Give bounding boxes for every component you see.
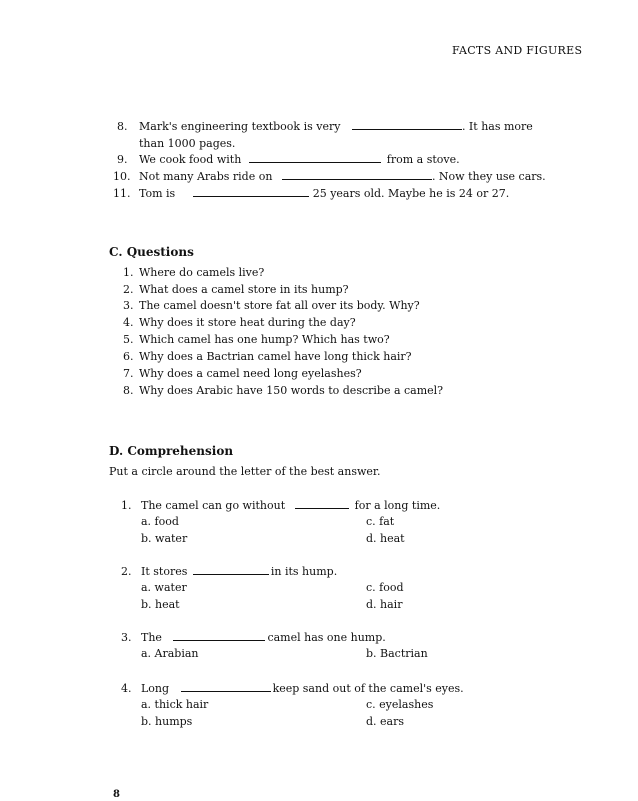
- choice-c[interactable]: c. eyelashes: [366, 698, 434, 711]
- question-number: 6.: [123, 350, 134, 363]
- choice-b[interactable]: b. water: [141, 532, 188, 545]
- sentence-start: We cook food with: [139, 153, 242, 166]
- question-text: Why does it store heat during the day?: [139, 316, 356, 329]
- answer-blank: [193, 564, 269, 575]
- choice-a[interactable]: a. food: [141, 515, 179, 528]
- question-number: 8.: [123, 384, 134, 397]
- question-number: 4.: [123, 316, 134, 329]
- sentence-start: Tom is: [139, 187, 176, 200]
- choice-a[interactable]: a. water: [141, 581, 187, 594]
- answer-blank: [173, 630, 265, 641]
- sentence-end: . It has more: [461, 120, 533, 133]
- sentence-start: Not many Arabs ride on: [139, 170, 273, 183]
- question-number: 1.: [123, 266, 134, 279]
- fill-in-item-8-continued: than 1000 pages.: [139, 137, 236, 150]
- question-1: [123, 266, 264, 279]
- section-heading-questions: C. Questions: [109, 245, 194, 259]
- sentence-end: 25 years old. Maybe he is 24 or 27.: [312, 187, 510, 200]
- comprehension-item-3: [121, 630, 386, 644]
- choice-b[interactable]: b. humps: [141, 715, 193, 728]
- question-8: [123, 384, 443, 397]
- item-stem-end: keep sand out of the camel's eyes.: [272, 682, 464, 695]
- fill-in-item-10: [113, 169, 546, 183]
- comprehension-item-1: [121, 498, 440, 512]
- section-heading-comprehension: D. Comprehension: [109, 444, 234, 458]
- answer-blank: [352, 119, 462, 130]
- question-number: 5.: [123, 333, 134, 346]
- question-6: [123, 350, 412, 363]
- question-text: Why does a camel need long eyelashes?: [139, 367, 362, 380]
- question-number: 2.: [123, 283, 134, 296]
- item-stem-start: The: [141, 631, 162, 644]
- comprehension-item-4: [121, 681, 464, 695]
- item-stem-end: for a long time.: [354, 499, 441, 512]
- question-4: [123, 316, 356, 329]
- choice-d[interactable]: d. heat: [366, 532, 405, 545]
- choice-a[interactable]: a. Arabian: [141, 647, 199, 660]
- item-stem-start: It stores: [141, 565, 188, 578]
- question-text: What does a camel store in its hump?: [139, 283, 349, 296]
- choice-b[interactable]: b. Bactrian: [366, 647, 428, 660]
- answer-blank: [181, 681, 271, 692]
- fill-in-item-11: [113, 186, 509, 200]
- comprehension-instruction: Put a circle around the letter of the best answer.: [109, 465, 381, 478]
- answer-blank: [282, 169, 432, 180]
- question-2: [123, 283, 349, 296]
- sentence-end: from a stove.: [386, 153, 460, 166]
- question-5: [123, 333, 390, 346]
- item-number: 10.: [113, 170, 131, 183]
- item-stem-start: The camel can go without: [141, 499, 286, 512]
- item-number: 3.: [121, 631, 132, 644]
- item-stem-end: in its hump.: [270, 565, 338, 578]
- item-stem-end: camel has one hump.: [267, 631, 386, 644]
- answer-blank: [193, 186, 309, 197]
- question-number: 7.: [123, 367, 134, 380]
- question-7: [123, 367, 362, 380]
- choice-c[interactable]: c. fat: [366, 515, 395, 528]
- fill-in-item-9: [117, 152, 460, 166]
- choice-a[interactable]: a. thick hair: [141, 698, 209, 711]
- item-number: 1.: [121, 499, 132, 512]
- question-text: The camel doesn't store fat all over its body. Why?: [139, 299, 420, 312]
- item-stem-start: Long: [141, 682, 170, 695]
- sentence-start: Mark's engineering textbook is very: [139, 120, 341, 133]
- item-number: 4.: [121, 682, 132, 695]
- choice-d[interactable]: d. hair: [366, 598, 403, 611]
- answer-blank: [249, 152, 381, 163]
- item-number: 8.: [117, 120, 128, 133]
- item-number: 2.: [121, 565, 132, 578]
- fill-in-item-8: [117, 119, 533, 133]
- question-text: Which camel has one hump? Which has two?: [139, 333, 390, 346]
- question-text: Why does a Bactrian camel have long thick hair?: [139, 350, 412, 363]
- question-text: Where do camels live?: [139, 266, 265, 279]
- item-number: 9.: [117, 153, 128, 166]
- choice-d[interactable]: d. ears: [366, 715, 405, 728]
- choice-b[interactable]: b. heat: [141, 598, 180, 611]
- question-3: [123, 299, 420, 312]
- comprehension-item-2: [121, 564, 337, 578]
- question-number: 3.: [123, 299, 134, 312]
- item-number: 11.: [113, 187, 131, 200]
- answer-blank: [295, 498, 349, 509]
- running-header: FACTS AND FIGURES: [452, 44, 583, 57]
- choice-c[interactable]: c. food: [366, 581, 404, 594]
- question-text: Why does Arabic have 150 words to describe a camel?: [139, 384, 444, 397]
- sentence-end: . Now they use cars.: [431, 170, 546, 183]
- page-number: 8: [113, 789, 120, 800]
